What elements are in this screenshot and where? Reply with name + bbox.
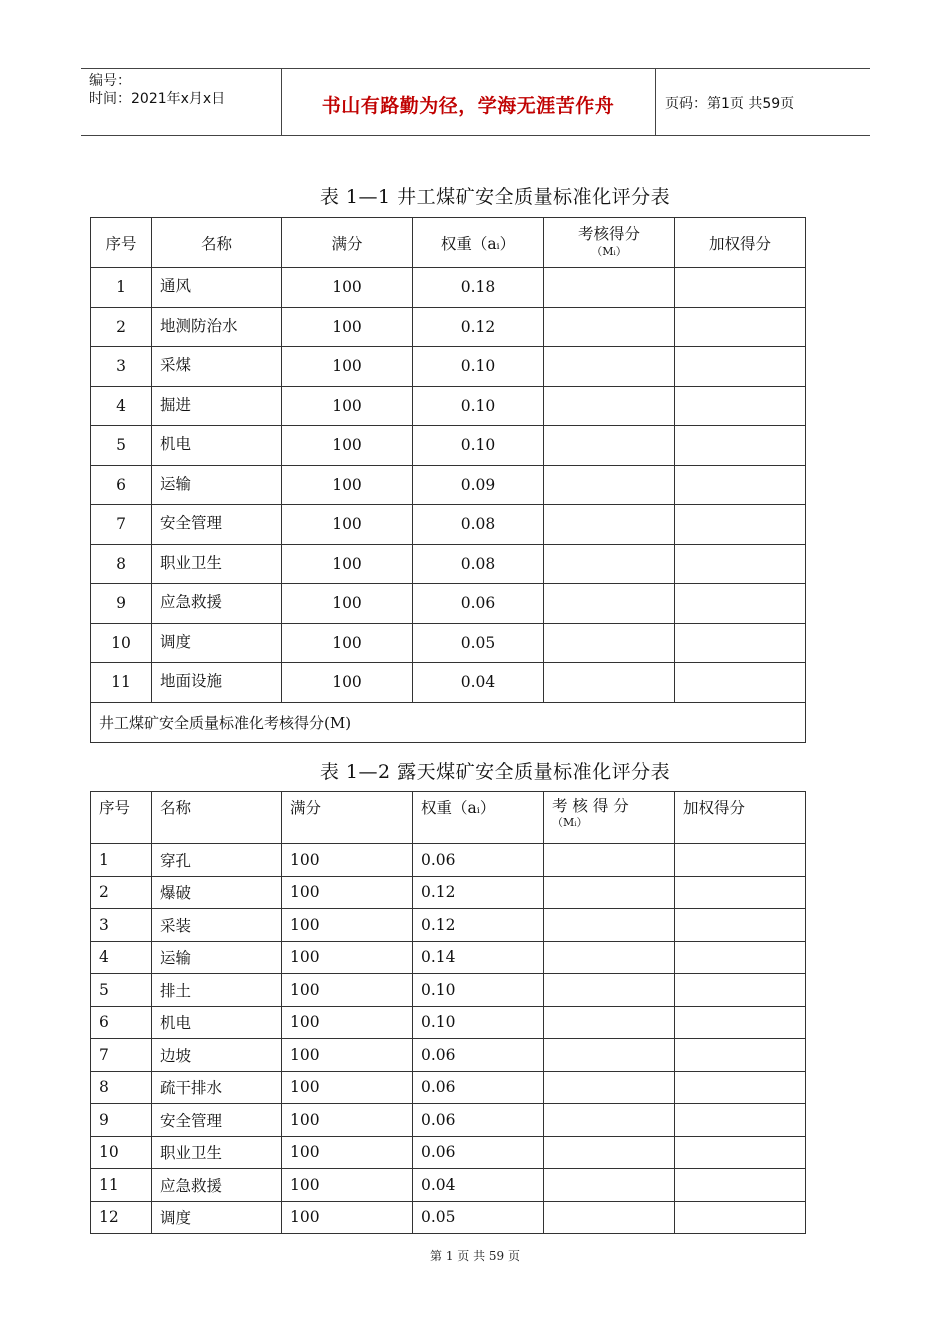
full-score-cell: 100: [282, 1104, 413, 1137]
name-cell: 调度: [152, 1201, 282, 1234]
table-row: [91, 386, 806, 426]
table-row: [91, 544, 806, 584]
weight-cell: 0.08: [413, 505, 544, 545]
header-name: 名称: [152, 218, 282, 268]
weighted-score-cell: [675, 1136, 806, 1169]
name-cell: 采煤: [152, 347, 282, 387]
table-row: [91, 1104, 806, 1137]
weighted-score-cell: [675, 909, 806, 942]
header-seq: 序号: [91, 792, 152, 844]
name-cell: 机电: [152, 426, 282, 466]
motto: 书山有路勤为径，学海无涯苦作舟: [321, 95, 615, 117]
weighted-score-cell: [675, 544, 806, 584]
seq-cell: 11: [91, 663, 152, 703]
weighted-score-cell: [675, 663, 806, 703]
header-seq: 序号: [91, 218, 152, 268]
document-header: [81, 68, 870, 136]
seq-cell: 6: [91, 1006, 152, 1039]
weight-cell: 0.10: [413, 974, 544, 1007]
name-cell: 安全管理: [152, 505, 282, 545]
header-meta: [89, 72, 225, 108]
header-score: [544, 792, 675, 844]
score-cell: [544, 347, 675, 387]
table-row: [91, 307, 806, 347]
name-cell: 运输: [152, 941, 282, 974]
table-row: [91, 974, 806, 1007]
weight-cell: 0.06: [413, 1136, 544, 1169]
weighted-score-cell: [675, 268, 806, 308]
weighted-score-cell: [675, 584, 806, 624]
table-row: [91, 1039, 806, 1072]
table-row: [91, 844, 806, 877]
weighted-score-cell: [675, 974, 806, 1007]
name-cell: 调度: [152, 623, 282, 663]
score-cell: [544, 1071, 675, 1104]
header-score: [544, 218, 675, 268]
name-cell: 疏干排水: [152, 1071, 282, 1104]
score-cell: [544, 844, 675, 877]
full-score-cell: 100: [282, 347, 413, 387]
header-name: 名称: [152, 792, 282, 844]
table-row: [91, 426, 806, 466]
table-row: [91, 1201, 806, 1234]
weight-cell: 0.06: [413, 1071, 544, 1104]
seq-cell: 6: [91, 465, 152, 505]
score-cell: [544, 386, 675, 426]
full-score-cell: 100: [282, 1169, 413, 1202]
weight-cell: 0.18: [413, 268, 544, 308]
table-row: [91, 1071, 806, 1104]
score-cell: [544, 584, 675, 624]
weight-cell: 0.12: [413, 909, 544, 942]
header-weight: 权重（aᵢ）: [413, 792, 544, 844]
name-cell: 职业卫生: [152, 1136, 282, 1169]
table-row: [91, 1136, 806, 1169]
score-cell: [544, 465, 675, 505]
seq-cell: 4: [91, 386, 152, 426]
name-cell: 通风: [152, 268, 282, 308]
table1-title: 表 1—1 井工煤矿安全质量标准化评分表: [319, 186, 671, 208]
weight-cell: 0.09: [413, 465, 544, 505]
score-cell: [544, 268, 675, 308]
name-cell: 采装: [152, 909, 282, 942]
full-score-cell: 100: [282, 844, 413, 877]
full-score-cell: 100: [282, 1201, 413, 1234]
seq-cell: 3: [91, 909, 152, 942]
full-score-cell: 100: [282, 1136, 413, 1169]
full-score-cell: 100: [282, 974, 413, 1007]
score-cell: [544, 544, 675, 584]
header-weighted: 加权得分: [675, 792, 806, 844]
full-score-cell: 100: [282, 623, 413, 663]
weighted-score-cell: [675, 1006, 806, 1039]
full-score-cell: 100: [282, 909, 413, 942]
weight-cell: 0.04: [413, 663, 544, 703]
score-cell: [544, 974, 675, 1007]
name-cell: 边坡: [152, 1039, 282, 1072]
name-cell: 安全管理: [152, 1104, 282, 1137]
weighted-score-cell: [675, 941, 806, 974]
header-full: 满分: [282, 792, 413, 844]
weighted-score-cell: [675, 1071, 806, 1104]
header-weight: 权重（aᵢ）: [413, 218, 544, 268]
number-label: 编号：: [89, 73, 131, 89]
full-score-cell: 100: [282, 465, 413, 505]
name-cell: 地测防治水: [152, 307, 282, 347]
seq-cell: 7: [91, 1039, 152, 1072]
table-row: [91, 505, 806, 545]
seq-cell: 12: [91, 1201, 152, 1234]
name-cell: 爆破: [152, 876, 282, 909]
weighted-score-cell: [675, 307, 806, 347]
header-score-label: 考 核 得 分: [552, 797, 629, 815]
weight-cell: 0.08: [413, 544, 544, 584]
table1: [90, 217, 806, 743]
full-score-cell: 100: [282, 268, 413, 308]
seq-cell: 5: [91, 974, 152, 1007]
score-cell: [544, 1006, 675, 1039]
weight-cell: 0.10: [413, 426, 544, 466]
weight-cell: 0.06: [413, 844, 544, 877]
score-cell: [544, 1169, 675, 1202]
name-cell: 掘进: [152, 386, 282, 426]
score-cell: [544, 1104, 675, 1137]
weight-cell: 0.10: [413, 386, 544, 426]
weighted-score-cell: [675, 876, 806, 909]
full-score-cell: 100: [282, 544, 413, 584]
seq-cell: 1: [91, 844, 152, 877]
weighted-score-cell: [675, 465, 806, 505]
total-label: 井工煤矿安全质量标准化考核得分(M): [91, 702, 806, 742]
seq-cell: 9: [91, 1104, 152, 1137]
name-cell: 机电: [152, 1006, 282, 1039]
seq-cell: 1: [91, 268, 152, 308]
seq-cell: 8: [91, 544, 152, 584]
score-cell: [544, 1039, 675, 1072]
table-row: [91, 623, 806, 663]
seq-cell: 8: [91, 1071, 152, 1104]
score-cell: [544, 505, 675, 545]
table2: [90, 791, 806, 1234]
weighted-score-cell: [675, 1104, 806, 1137]
seq-cell: 2: [91, 876, 152, 909]
weight-cell: 0.06: [413, 1104, 544, 1137]
weighted-score-cell: [675, 1039, 806, 1072]
table-row: [91, 465, 806, 505]
score-cell: [544, 307, 675, 347]
weight-cell: 0.10: [413, 347, 544, 387]
header-score-label: 考核得分: [577, 224, 640, 243]
page-label: 页码：第1页 共59页: [665, 96, 795, 112]
full-score-cell: 100: [282, 1006, 413, 1039]
header-score-sub: （Mᵢ）: [552, 816, 588, 829]
score-cell: [544, 909, 675, 942]
full-score-cell: 100: [282, 1039, 413, 1072]
weight-cell: 0.14: [413, 941, 544, 974]
name-cell: 职业卫生: [152, 544, 282, 584]
page-footer: 第 1 页 共 59 页: [430, 1249, 520, 1263]
score-cell: [544, 941, 675, 974]
weighted-score-cell: [675, 844, 806, 877]
header-score-sub: （Mᵢ）: [591, 244, 627, 258]
full-score-cell: 100: [282, 307, 413, 347]
score-cell: [544, 426, 675, 466]
table-row: [91, 876, 806, 909]
weighted-score-cell: [675, 426, 806, 466]
weight-cell: 0.12: [413, 876, 544, 909]
weight-cell: 0.06: [413, 584, 544, 624]
name-cell: 运输: [152, 465, 282, 505]
table-row: [91, 1006, 806, 1039]
seq-cell: 11: [91, 1169, 152, 1202]
score-cell: [544, 1201, 675, 1234]
weight-cell: 0.06: [413, 1039, 544, 1072]
table-row: [91, 909, 806, 942]
weighted-score-cell: [675, 623, 806, 663]
weighted-score-cell: [675, 1201, 806, 1234]
weighted-score-cell: [675, 505, 806, 545]
name-cell: 应急救援: [152, 1169, 282, 1202]
table-row: [91, 1169, 806, 1202]
seq-cell: 2: [91, 307, 152, 347]
score-cell: [544, 623, 675, 663]
full-score-cell: 100: [282, 426, 413, 466]
date-label: 时间：2021年x月x日: [89, 91, 226, 107]
header-divider: [655, 69, 656, 135]
table-row: [91, 347, 806, 387]
table2-header-row: [91, 792, 806, 844]
table-row: [91, 941, 806, 974]
table1-total-row: [91, 702, 806, 742]
full-score-cell: 100: [282, 584, 413, 624]
table2-title: 表 1—2 露天煤矿安全质量标准化评分表: [319, 761, 671, 783]
score-cell: [544, 876, 675, 909]
seq-cell: 10: [91, 623, 152, 663]
full-score-cell: 100: [282, 1071, 413, 1104]
full-score-cell: 100: [282, 505, 413, 545]
name-cell: 排土: [152, 974, 282, 1007]
weight-cell: 0.05: [413, 623, 544, 663]
weight-cell: 0.10: [413, 1006, 544, 1039]
score-cell: [544, 1136, 675, 1169]
seq-cell: 3: [91, 347, 152, 387]
seq-cell: 9: [91, 584, 152, 624]
full-score-cell: 100: [282, 663, 413, 703]
weight-cell: 0.04: [413, 1169, 544, 1202]
name-cell: 应急救援: [152, 584, 282, 624]
full-score-cell: 100: [282, 386, 413, 426]
header-weighted: 加权得分: [675, 218, 806, 268]
weighted-score-cell: [675, 1169, 806, 1202]
seq-cell: 4: [91, 941, 152, 974]
name-cell: 地面设施: [152, 663, 282, 703]
full-score-cell: 100: [282, 876, 413, 909]
weighted-score-cell: [675, 386, 806, 426]
seq-cell: 5: [91, 426, 152, 466]
table-row: [91, 268, 806, 308]
table-row: [91, 584, 806, 624]
weight-cell: 0.12: [413, 307, 544, 347]
score-cell: [544, 663, 675, 703]
table1-header-row: [91, 218, 806, 268]
weight-cell: 0.05: [413, 1201, 544, 1234]
full-score-cell: 100: [282, 941, 413, 974]
name-cell: 穿孔: [152, 844, 282, 877]
weighted-score-cell: [675, 347, 806, 387]
header-full: 满分: [282, 218, 413, 268]
table-row: [91, 663, 806, 703]
seq-cell: 7: [91, 505, 152, 545]
seq-cell: 10: [91, 1136, 152, 1169]
